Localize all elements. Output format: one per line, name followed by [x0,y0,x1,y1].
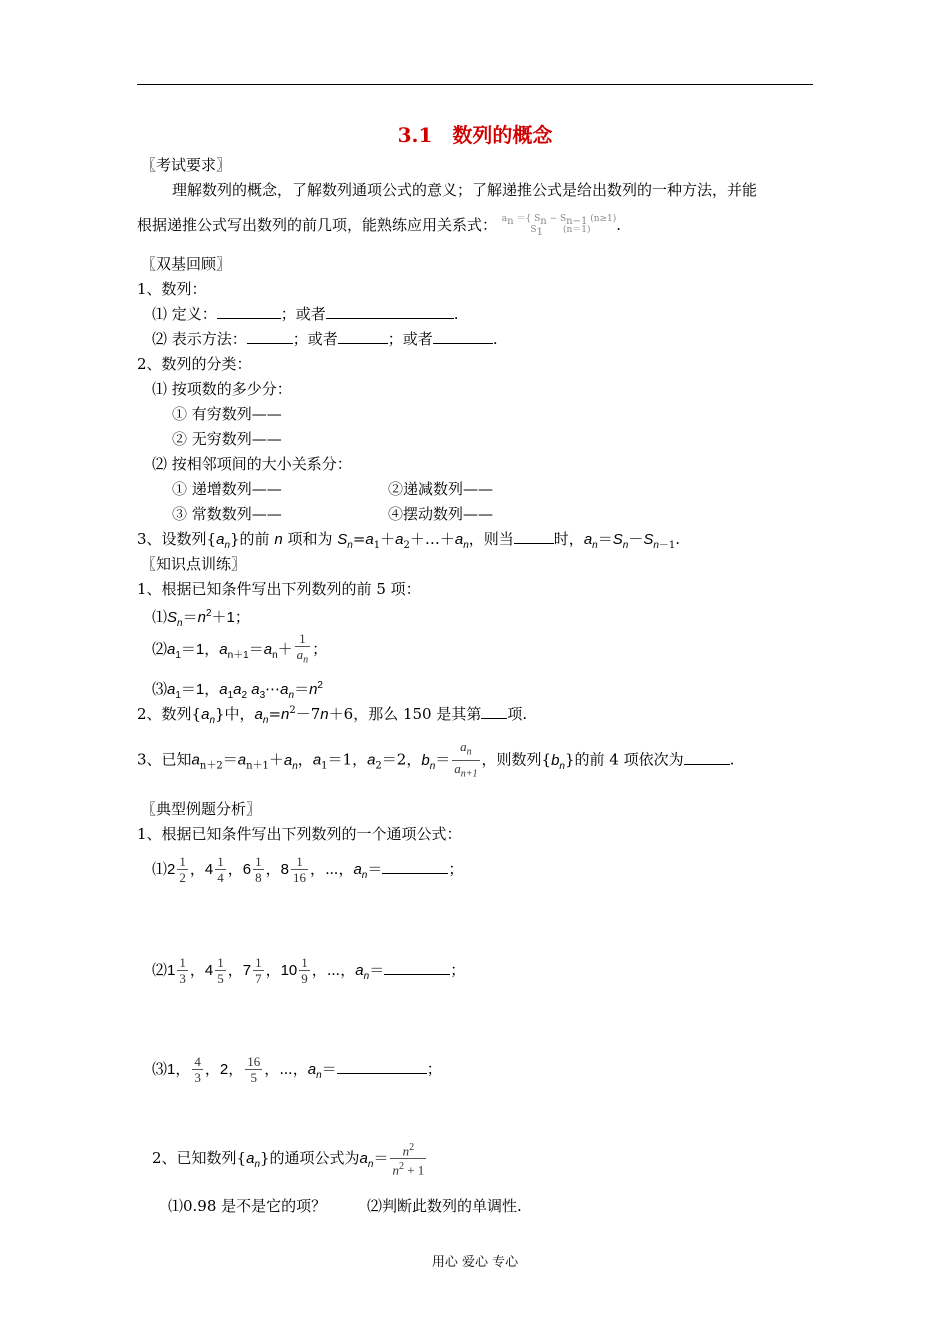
section-training: 〖知识点训练〗 [141,555,247,573]
oscillating-sequence: ④摆动数列—— [388,505,494,523]
fraction-n2-over-n2plus1: $\frac{n^2}{n^2 + 1}$ [392,1141,425,1178]
blank-definition-alt[interactable] [326,305,454,319]
blank-general-term-3[interactable] [337,1060,427,1074]
section-examples: 〖典型例题分析〗 [141,800,262,818]
review-definition: ⑴ 定义： ；或者 . [152,305,459,323]
blank-general-term-1[interactable] [382,860,448,874]
infinite-sequence: ② 无穷数列—— [172,430,282,448]
blank-term-index[interactable] [481,705,507,719]
exam-text-line-1: 理解数列的概念，了解数列通项公式的意义；了解递推公式是给出数列的一种方法，并能 [172,181,758,199]
example-seq-2: ⑵1 $\frac{1}{3}$ ，4 $\frac{1}{5}$ ，7 $\frac{1}{7}$ ，10 $\frac{1}{9}$ ，⋯，$a_n=$ ； [152,955,466,987]
exam-text-line-2: 根据递推公式写出数列的前几项，能熟练应用关系式： $a_n$ ＝{ $S_n - S_{n-1}$ (n≥1) $S_1$ (n＝1) . [137,214,622,238]
training-q1: 1、根据已知条件写出下列数列的前 5 项： [137,580,421,598]
training-q1-2: $⑵a_1=1$，$a_{n+1}=a_n+$ $\frac{1}{a_n}$ ； [152,631,328,666]
training-q1-1: $⑴S_n=n^2+1$； [152,608,250,629]
section-review: 〖双基回顾〗 [141,255,232,273]
page-footer: 用心 爱心 专心 [431,1255,519,1270]
blank-condition[interactable] [514,530,554,544]
fraction-1-over-an: $\frac{1}{a_n}$ [296,631,309,666]
header-rule [137,84,813,85]
training-q2: 2、数列$\{a_n\}$中，$a_n=n^2-7n+6$，那么 150 是其第 项. [137,705,528,726]
training-q1-3: $⑶a_1=1$，$a_1a_2$ $a_3\cdots a_n=n^2$ [152,680,323,701]
review-item-1: 1、数列： [137,280,207,298]
review-representation: ⑵ 表示方法： ；或者 ；或者 . [152,330,498,348]
fraction-an-over-an1: $\frac{a_n}{a_{n+1}}$ [454,739,478,780]
training-q3: 3、已知$a_{n+2}=a_{n+1}+a_n$，$a_1=1$，$a_2=2$，$b_n=$ $\frac{a_n}{a_{n+1}}$ ，则数列$\{b_n\}$的前 4 项依次为 . [137,739,735,780]
review-item-2: 2、数列的分类： [137,355,252,373]
review-item-3: 3、设数列$\{a_n\}$的前 n 项和为 $S_n=a_1+a_2+\dots+a_n$，则当 时，$a_n=S_n-S_{n-1}$. [137,530,681,551]
example-q1: 1、根据已知条件写出下列数列的一个通项公式： [137,825,462,843]
example-q2-sub2: ⑵判断此数列的单调性. [367,1197,522,1215]
example-seq-3: ⑶1， $\frac{4}{3}$ ，2， $\frac{16}{5}$ ，⋯，$a_n=$ ； [152,1054,442,1086]
review-by-count: ⑴ 按项数的多少分： [152,380,292,398]
blank-rep-2[interactable] [338,330,388,344]
constant-sequence: ③ 常数数列—— [172,505,282,523]
decreasing-sequence: ②递减数列—— [388,480,494,498]
blank-rep-1[interactable] [247,330,293,344]
example-q2: 2、已知数列$\{a_n\}$的通项公式为$a_n=$ $\frac{n^2}{n^2 + 1}$ [152,1141,425,1178]
increasing-sequence: ① 递增数列—— [172,480,282,498]
blank-general-term-2[interactable] [384,961,450,975]
page-title: 3.1 数列的概念 [397,123,553,147]
example-q2-sub1: ⑴0.98 是不是它的项？ [168,1197,327,1215]
blank-rep-3[interactable] [433,330,493,344]
formula-an-piecewise: $a_n$ ＝{ $S_n - S_{n-1}$ (n≥1) $S_1$ (n＝1) [501,214,617,238]
review-by-order: ⑵ 按相邻项间的大小关系分： [152,455,352,473]
section-exam-requirements: 〖考试要求〗 [141,156,232,174]
finite-sequence: ① 有穷数列—— [172,405,282,423]
blank-first-four-terms[interactable] [684,751,730,765]
blank-definition[interactable] [217,305,281,319]
example-seq-1: ⑴2 $\frac{1}{2}$ ，4 $\frac{1}{4}$ ，6 $\frac{1}{8}$ ，8 $\frac{1}{16}$ ，⋯，$a_n=$ ； [152,854,464,886]
